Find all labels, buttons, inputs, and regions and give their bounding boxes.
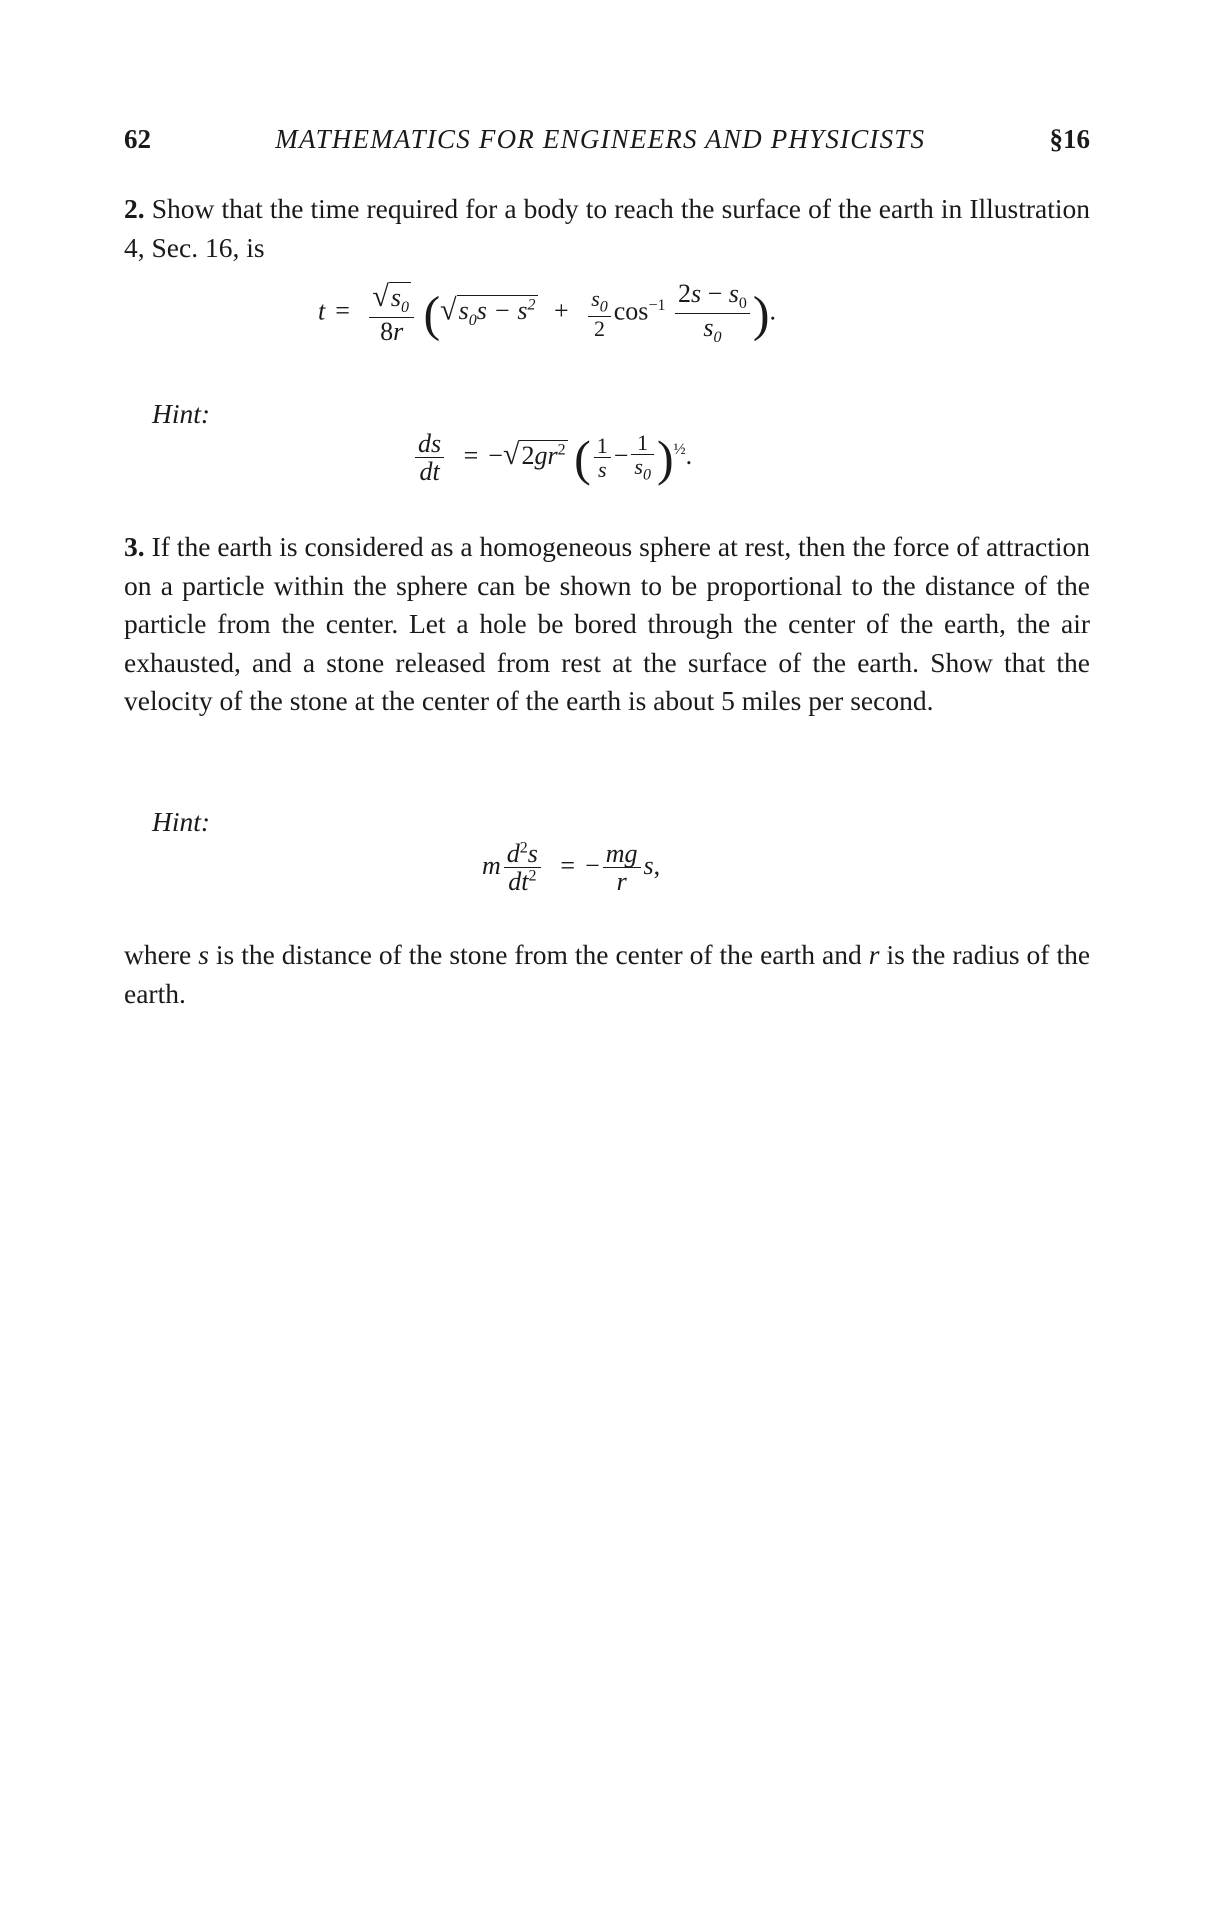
problem-2-text bbox=[124, 190, 1090, 267]
motion-equation: m $\frac{d^2s}{dt^2}$ = − $\frac{mg}{r}$ s, bbox=[482, 839, 661, 897]
running-head bbox=[124, 122, 1090, 156]
closing-text: where s is the distance of the stone from the center of the earth and r is the radius of the earth. bbox=[124, 939, 1091, 1009]
problem-number: 3. bbox=[124, 531, 145, 562]
section-marker: §16 bbox=[1049, 124, 1090, 154]
problem-statement: Show that the time required for a body to reach the surface of the earth in Illustration 4, Sec. 16, is bbox=[124, 193, 1091, 263]
book-title: MATHEMATICS FOR ENGINEERS AND PHYSICISTS bbox=[275, 124, 926, 154]
time-equation: t = $\frac{√s_0}{8r}$ ($√s_0s - s^2$ + $\frac{s_0}{2}$ $\cos^{-1}$ $\frac{2s - s_0}{s_0}$ ). bbox=[318, 279, 777, 347]
page-number: 62 bbox=[124, 124, 151, 154]
problem-number: 2. bbox=[124, 193, 145, 224]
hint-label: Hint: bbox=[152, 806, 211, 837]
hint-label: Hint: bbox=[152, 398, 211, 429]
velocity-equation: $\frac{ds}{dt}$ = $-√2gr^2$ ( $\frac{1}{s}$ − $\frac{1}{s_0}$ )$^{\frac{1}{2}}$. bbox=[412, 430, 692, 486]
problem-statement: If the earth is considered as a homogeneous sphere at rest, then the force of attraction on a particle within the sphere can be shown to be proportional to the distance of the particle from the center. Let a hole be bored through the center of the earth, the air exhausted, and a stone released from rest at the surface of the earth. Show that the velocity of the stone at the center of the earth is about 5 miles per second. bbox=[124, 531, 1091, 716]
problem-3-text bbox=[124, 528, 1090, 721]
